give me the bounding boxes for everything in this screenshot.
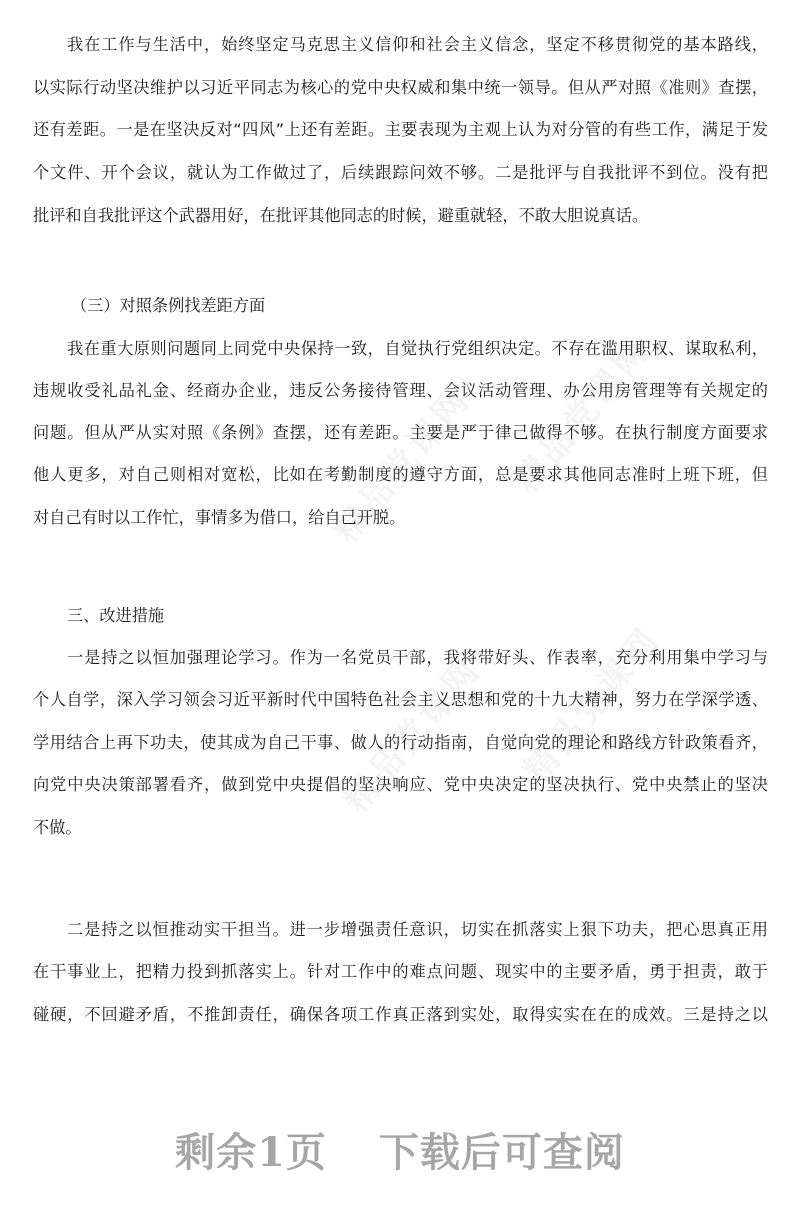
paragraph-line: 向党中央决策部署看齐，做到党中央提倡的坚决响应、党中央决定的坚决执行、党中央禁止的坚决 (33, 775, 768, 794)
paragraph-line: 问题。但从严从实对照《条例》查摆，还有差距。主要是严于律己做得不够。在执行制度方面要求 (33, 423, 768, 442)
paragraph-line: 违规收受礼品礼金、经商办企业，违反公务接待管理、会议活动管理、办公用房管理等有关规定的 (33, 381, 768, 400)
paragraph-line: 不做。 (33, 818, 82, 837)
paragraph-line: 个文件、开个会议，就认为工作做过了，后续跟踪问效不够。二是批评与自我批评不到位。没有把 (33, 163, 768, 182)
paragraph-line: 我在工作与生活中，始终坚定马克思主义信仰和社会主义信念，坚定不移贯彻党的基本路线， (67, 35, 768, 54)
section-heading: 三、改进措施 (67, 606, 165, 625)
paragraph-line: 以实际行动坚决维护以习近平同志为核心的党中央权威和集中统一领导。但从严对照《准则》查摆， (33, 78, 768, 97)
paragraph-line: 碰硬，不回避矛盾，不推卸责任，确保各项工作真正落到实处，取得实实在在的成效。三是持之以 (33, 1005, 768, 1024)
section-heading: （三）对照条例找差距方面 (71, 296, 266, 315)
paragraph-line: 他人更多，对自己则相对宽松，比如在考勤制度的遵守方面，总是要求其他同志准时上班下班，但 (33, 465, 768, 484)
paragraph-line: 学用结合上再下功夫，使其成为自己干事、做人的行动指南，自觉向党的理论和路线方针政策看齐， (33, 733, 768, 752)
download-to-view-label[interactable]: 下载后可查阅 (378, 1129, 625, 1176)
paragraph-line: 在干事业上，把精力投到抓落实上。针对工作中的难点问题、现实中的主要矛盾，勇于担责，敢于 (33, 962, 768, 981)
paragraph-line: 二是持之以恒推动实干担当。进一步增强责任意识，切实在抓落实上狠下功夫，把心思真正用 (67, 920, 768, 939)
paragraph-line: 批评和自我批评这个武器用好，在批评其他同志的时候，避重就轻，不敢大胆说真话。 (33, 206, 649, 225)
remaining-pages-label: 剩余1页 (175, 1129, 327, 1176)
download-prompt-banner[interactable] (0, 1128, 800, 1178)
paragraph-line: 我在重大原则问题同上同党中央保持一致，自觉执行党组织决定。不存在滥用职权、谋取私利， (67, 339, 768, 358)
paragraph-line: 个人自学，深入学习领会习近平新时代中国特色社会主义思想和党的十九大精神，努力在学深学透、 (33, 690, 768, 709)
paragraph-line: 一是持之以恒加强理论学习。作为一名党员干部，我将带好头、作表率，充分利用集中学习与 (67, 648, 768, 667)
paragraph-line: 对自己有时以工作忙，事情多为借口，给自己开脱。 (33, 508, 406, 527)
paragraph-line: 还有差距。一是在坚决反对“四风”上还有差距。主要表现为主观上认为对分管的有些工作，满足于发 (33, 120, 768, 139)
